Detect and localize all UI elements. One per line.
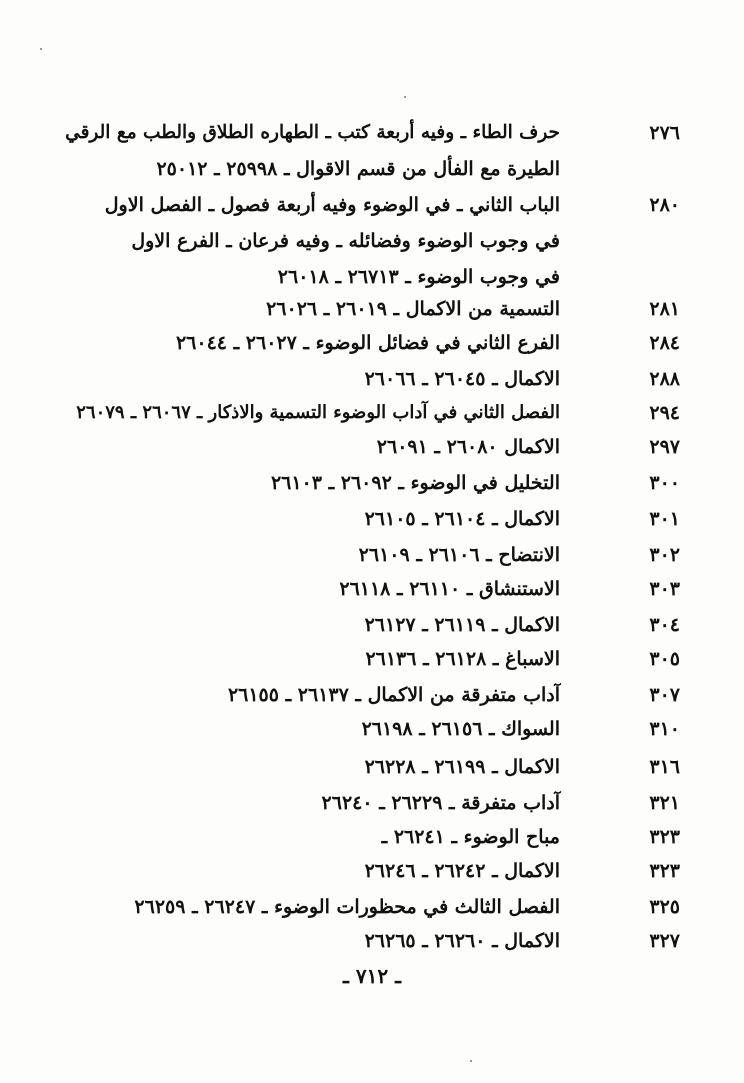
index-entry <box>60 368 680 398</box>
index-entry <box>60 792 680 822</box>
index-entry <box>60 544 680 574</box>
entry-title: آداب متفرقة ـ ٢٦٢٢٩ ـ ٢٦٢٤٠ <box>321 792 560 814</box>
entry-title: الاكمال ـ ٢٦١٠٤ ـ ٢٦١٠٥ <box>364 508 560 530</box>
entry-page-number: ٢٨٤ <box>649 332 680 354</box>
index-entry <box>60 826 680 856</box>
index-entry <box>60 266 680 296</box>
entry-title: الاكمال ٢٦٠٨٠ ـ ٢٦٠٩١ <box>376 436 560 458</box>
entry-title: الاكمال ـ ٢٦٢٤٢ ـ ٢٦٢٤٦ <box>364 860 560 882</box>
entry-title: الاسباغ ـ ٢٦١٢٨ ـ ٢٦١٣٦ <box>365 648 560 670</box>
entry-title: الاستنشاق ـ ٢٦١١٠ ـ ٢٦١١٨ <box>339 578 560 600</box>
entry-title: الفصل الثالث في محظورات الوضوء ـ ٢٦٢٤٧ ـ ٢٦٢٥٩ <box>134 896 560 918</box>
index-entry <box>60 718 680 748</box>
entry-title: التسمية من الاكمال ـ ٢٦٠١٩ ـ ٢٦٠٢٦ <box>266 298 560 320</box>
index-entry <box>60 508 680 538</box>
index-entry <box>60 436 680 466</box>
entry-title: حرف الطاء ـ وفيه أربعة كتب ـ الطهاره الطلاق والطب مع الرقي <box>65 122 560 143</box>
entry-page-number: ٣٠٠ <box>649 472 680 494</box>
entry-title: الفرع الثاني في فضائل الوضوء ـ ٢٦٠٢٧ ـ ٢٦٠٤٤ <box>175 332 560 354</box>
entry-title: الباب الثاني ـ في الوضوء وفيه أربعة فصول ـ الفصل الاول <box>104 194 560 216</box>
index-entry <box>60 578 680 608</box>
entry-page-number: ٣٠١ <box>649 508 680 530</box>
index-entry <box>60 472 680 502</box>
entry-title: الاكمال ـ ٢٦١٩٩ ـ ٢٦٢٢٨ <box>364 756 560 778</box>
index-entry <box>60 896 680 926</box>
entry-page-number: ٣٢٧ <box>649 930 680 952</box>
entry-page-number: ٣٢٣ <box>649 826 680 848</box>
entry-page-number: ٢٨٨ <box>649 368 680 390</box>
entry-page-number: ٢٨٠ <box>649 194 680 216</box>
entry-title: الاكمال ـ ٢٦٠٤٥ ـ ٢٦٠٦٦ <box>364 368 560 390</box>
index-entry <box>60 158 680 188</box>
entry-page-number: ٢٧٦ <box>649 122 680 144</box>
entry-title: الاكمال ـ ٢٦٢٦٠ ـ ٢٦٢٦٥ <box>364 930 560 952</box>
index-entry <box>60 332 680 362</box>
entry-page-number: ٣٠٢ <box>649 544 680 566</box>
entry-page-number: ٣٠٤ <box>649 614 680 636</box>
index-entry <box>60 860 680 890</box>
entry-page-number: ٣٢٣ <box>649 860 680 882</box>
entry-page-number: ٣١٦ <box>649 756 680 778</box>
index-entry <box>60 298 680 328</box>
speck <box>404 96 406 98</box>
index-entry <box>60 194 680 224</box>
entry-title: الفصل الثاني في آداب الوضوء التسمية والاذكار ـ ٢٦٠٦٧ ـ ٢٦٠٧٩ <box>76 402 560 423</box>
index-entry <box>60 648 680 678</box>
entry-page-number: ٣٠٥ <box>649 648 680 670</box>
entry-page-number: ٢٩٤ <box>649 402 680 424</box>
entry-title: مباح الوضوء ـ ٢٦٢٤١ ـ <box>381 826 560 848</box>
entry-page-number: ٣٢٥ <box>649 896 680 918</box>
entry-title: في وجوب الوضوء ـ ٢٦٧١٣ ـ ٢٦٠١٨ <box>277 266 560 288</box>
index-entry <box>60 122 680 152</box>
speck <box>470 1060 472 1062</box>
speck <box>40 48 42 50</box>
entry-page-number: ٣٠٧ <box>649 684 680 706</box>
entry-page-number: ٢٨١ <box>649 298 680 320</box>
entry-title: الاكمال ـ ٢٦١١٩ ـ ٢٦١٢٧ <box>364 614 560 636</box>
entry-page-number: ٢٩٧ <box>649 436 680 458</box>
entry-title: الطيرة مع الفأل من قسم الاقوال ـ ٢٥٩٩٨ ـ ٢٥٠١٢ <box>156 158 560 180</box>
entry-title: التخليل في الوضوء ـ ٢٦٠٩٢ ـ ٢٦١٠٣ <box>270 472 560 494</box>
index-entry <box>60 756 680 786</box>
index-entry <box>60 684 680 714</box>
page-number: ـ ٧١٢ ـ <box>343 964 401 988</box>
index-entry <box>60 402 680 432</box>
entry-page-number: ٣٢١ <box>649 792 680 814</box>
index-entry <box>60 614 680 644</box>
index-entry <box>60 930 680 960</box>
entry-page-number: ٣١٠ <box>649 718 680 740</box>
index-entry <box>60 230 680 260</box>
entry-page-number: ٣٠٣ <box>649 578 680 600</box>
entry-title: آداب متفرقة من الاكمال ـ ٢٦١٣٧ ـ ٢٦١٥٥ <box>227 684 560 706</box>
entry-title: الانتضاح ـ ٢٦١٠٦ ـ ٢٦١٠٩ <box>358 544 560 566</box>
entry-title: في وجوب الوضوء وفضائله ـ وفيه فرعان ـ الفرع الاول <box>131 230 560 252</box>
entry-title: السواك ـ ٢٦١٥٦ ـ ٢٦١٩٨ <box>361 718 560 740</box>
